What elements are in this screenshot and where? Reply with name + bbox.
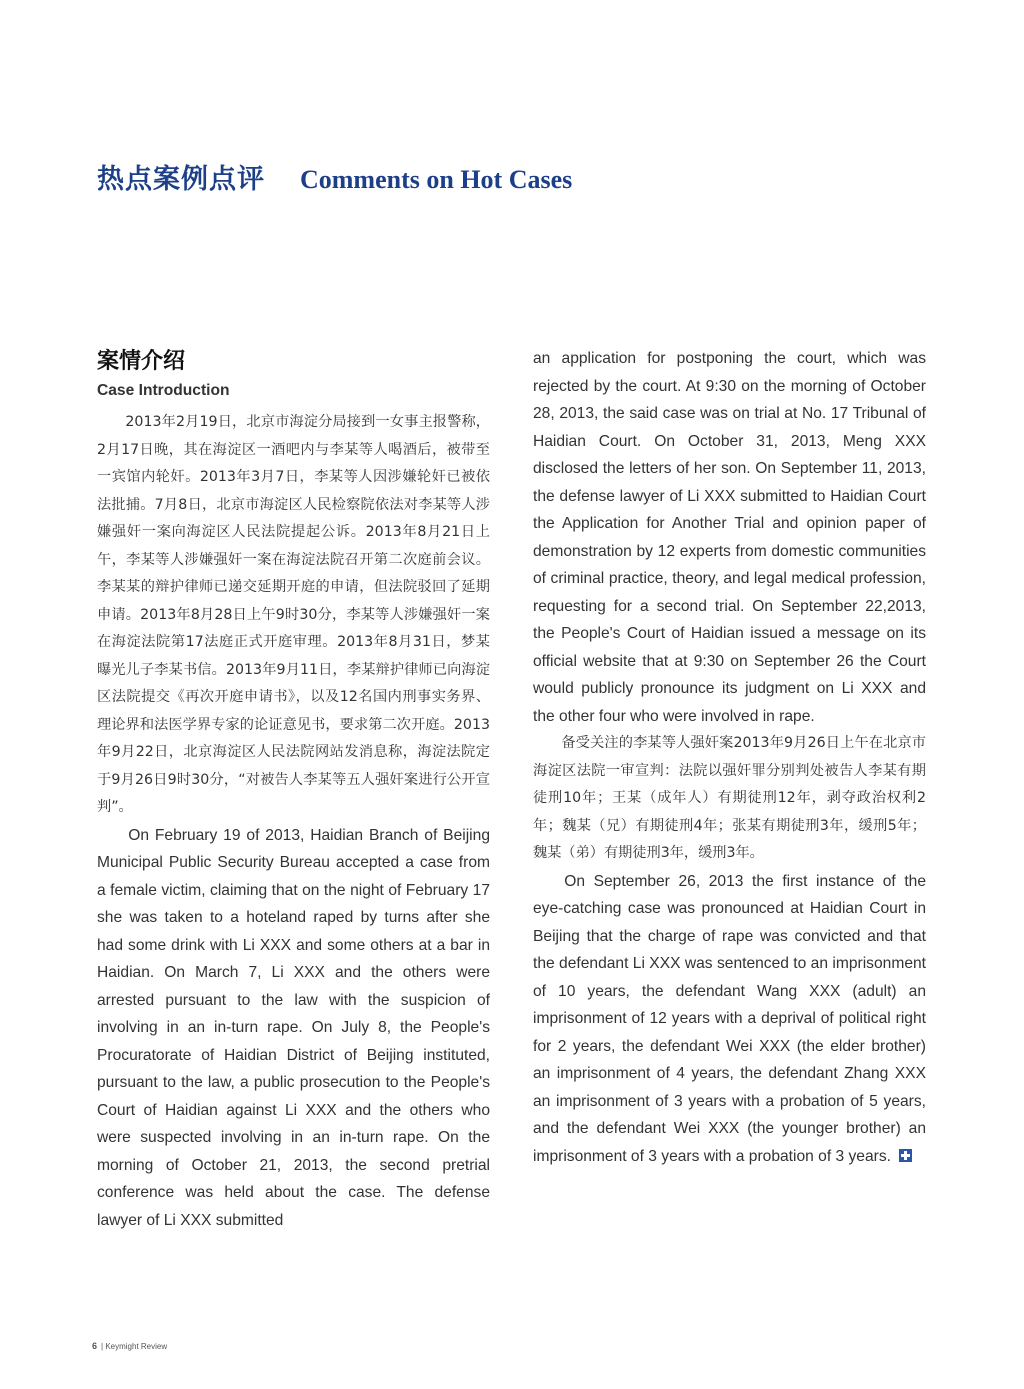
right-column bbox=[533, 345, 926, 1170]
case-intro-en-paragraph-part1: On February 19 of 2013, Haidian Branch of Beijing Municipal Public Security Bureau accepted a case from a female victim, claiming that on the night of February 17 she was taken to a hoteland raped by turns after she had some drink with Li XXX and some others at a bar in Haidian. On March 7, Li XXX and the others were arrested pursuant to the law with the suspicion of involving in an in-turn rape. On July 8, the People's Procuratorate of Haidian District of Beijing instituted, pursuant to the law, a public prosecution to the People's Court of Haidian against Li XXX and the others who were suspected involving in an in-turn rape. On the morning of October 21, 2013, the second pretrial conference was held about the case. The defense lawyer of Li XXX submitted bbox=[97, 826, 490, 1229]
page-number: 6 bbox=[92, 1341, 98, 1351]
verdict-cn-paragraph: 备受关注的李某等人强奸案2013年9月26日上午在北京市海淀区法院一审宣判：法院以强奸罪分别判处被告人李某有期徒刑10年；王某（成年人）有期徒刑12年，剥夺政治权利2年；魏某（兄）有期徒刑4年；张某有期徒刑3年，缓刑5年；魏某（弟）有期徒刑3年，缓刑3年。 bbox=[533, 735, 926, 861]
verdict-en-paragraph bbox=[533, 868, 926, 1171]
case-intro-cn-paragraph: 2013年2月19日，北京市海淀分局接到一女事主报警称，2月17日晚，其在海淀区一酒吧内与李某等人喝酒后，被带至一宾馆内轮奸。2013年3月7日，李某等人因涉嫌轮奸已被依法批捕。7月8日，北京市海淀区人民检察院依法对李某等人涉嫌强奸一案向海淀区人民法院提起公诉。2013年8月21日上午，李某等人涉嫌强奸一案在海淀法院召开第二次庭前会议。李某某的辩护律师已递交延期开庭的申请，但法院驳回了延期申请。2013年8月28日上午9时30分，李某等人涉嫌强奸一案在海淀法院第17法庭正式开庭审理。2013年8月31日，梦某曝光儿子李某书信。2013年9月11日，李某辩护律师已向海淀区法院提交《再次开庭申请书》，以及12名国内刑事实务界、理论界和法医学界专家的论证意见书，要求第二次开庭。2013年9月22日，北京海淀区人民法院网站发消息称，海淀法院定于9月26日9时30分，“对被告人李某等五人强奸案进行公开宣判”。 bbox=[97, 414, 490, 815]
section-title-en: Case Introduction bbox=[97, 382, 230, 399]
end-mark-icon bbox=[899, 1149, 912, 1162]
verdict-en-text: On September 26, 2013 the first instance of the eye-catching case was pronounced at Haidian Court in Beijing that the charge of rape was convicted and that the defendant Li XXX was sentenced to an imprisonment of 10 years, the defendant Wang XXX (adult) an imprisonment of 12 years with a deprival of political right for 2 years, the defendant Wei XXX (the elder brother) an imprisonment of 4 years, the defendant Zhang XXX an imprisonment of 3 years with a probation of 5 years, and the defendant Wei XXX (the younger brother) an imprisonment of 3 years with a probation of 3 years. bbox=[533, 872, 926, 1165]
case-intro-en-paragraph-part2: an application for postponing the court, which was rejected by the court. At 9:30 on the morning of October 28, 2013, the said case was on trial at No. 17 Tribunal of Haidian Court. On October 31, 2013, Meng XXX disclosed the letters of her son. On September 11, 2013, the defense lawyer of Li XXX submitted to Haidian Court the Application for Another Trial and opinion paper of demonstration by 12 experts from domestic communities of criminal practice, theory, and legal medical profession, requesting for a second trial. On September 22,2013, the People's Court of Haidian issued a message on its official website that at 9:30 on September 26 the Court would publicly pronounce its judgment on Li XXX and the other four who were involved in rape. bbox=[533, 350, 926, 725]
header-title-en: Comments on Hot Cases bbox=[300, 165, 573, 194]
page-footer bbox=[92, 1341, 167, 1351]
header-title-cn: 热点案例点评 bbox=[97, 164, 265, 195]
left-column bbox=[97, 345, 490, 1234]
section-title-cn: 案情介绍 bbox=[97, 349, 186, 374]
page-header-title bbox=[97, 157, 572, 196]
publication-name: | Keymight Review bbox=[101, 1342, 168, 1351]
